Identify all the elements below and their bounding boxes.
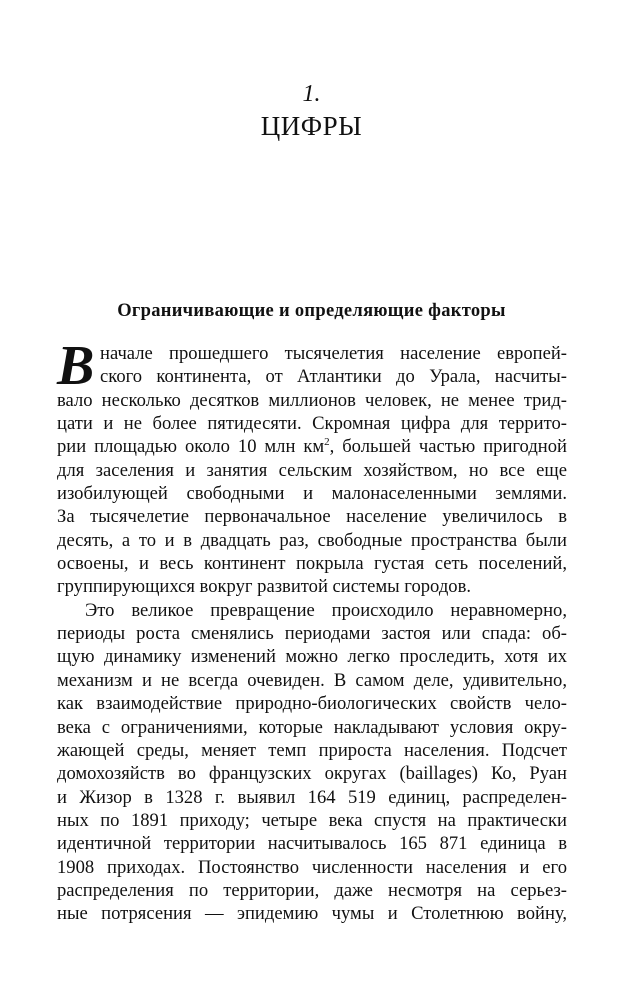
paragraph: [57, 335, 567, 599]
text-line: цати и не более пятидесяти. Скромная цифра для террито-: [57, 413, 567, 435]
section-heading: Ограничивающие и определяющие факторы: [117, 301, 506, 321]
body-text: [57, 335, 567, 926]
text-line: вало несколько десятков миллионов человек, не менее трид-: [57, 389, 567, 411]
text-line: периоды роста сменялись периодами застоя или спада: об-: [57, 623, 567, 645]
text-line: 1908 приходах. Постоянство численности населения и его: [57, 856, 567, 878]
text-line: ные потрясения — эпидемию чумы и Столетнюю войну,: [57, 903, 567, 925]
text-line: как взаимодействие природно-биологических свойств чело-: [57, 693, 567, 715]
text-line: века с ограничениями, которые накладывают условия окру-: [57, 716, 567, 738]
text-line: группирующихся вокруг развитой системы городов.: [57, 576, 472, 598]
text-line: освоены, и весь континент покрыла густая сеть поселений,: [57, 553, 567, 575]
text-line: ского континента, от Атлантики до Урала, насчиты-: [100, 366, 567, 388]
text-line: Это великое превращение происходило неравномерно,: [85, 599, 567, 621]
text-line: идентичной территории насчитывалось 165 871 единица в: [57, 833, 567, 855]
text-line: механизм и не всегда очевиден. В самом деле, удивительно,: [57, 669, 567, 691]
text-fragment: рии площадью около 10 млн км: [57, 436, 325, 458]
text-fragment: , большей частью пригодной: [329, 436, 567, 458]
text-line: жающей среды, меняет темп прироста населения. Подсчет: [57, 739, 567, 761]
text-line: и Жизор в 1328 г. выявил 164 519 единиц, распределен-: [57, 786, 567, 808]
text-fragment: для: [57, 459, 96, 481]
text-line: [57, 459, 567, 482]
text-line: изобилующей свободными и малонаселенными землями.: [57, 483, 567, 505]
superscript: 2: [324, 436, 330, 449]
drop-cap: В: [57, 335, 95, 397]
text-line: распределения по территории, даже несмотря на серьез-: [57, 879, 567, 901]
text-line: [57, 435, 567, 458]
chapter-title: ЦИФРЫ: [260, 111, 363, 141]
text-line: ных по 1891 приходу; четыре века спустя на практически: [57, 809, 567, 831]
text-line: щую динамику изменений можно легко проследить, хотя их: [57, 646, 567, 668]
text-line: десять, а то и в двадцать раз, свободные пространства были: [57, 529, 567, 551]
text-fragment: заселения и занятия сельским хозяйством, но все еще: [95, 459, 567, 481]
text-line: домохозяйств во французских округах (baillages) Ко, Руан: [57, 763, 567, 785]
paragraph: [57, 599, 567, 926]
chapter-number: 1.: [302, 81, 321, 107]
text-line: За тысячелетие первоначальное население увеличилось в: [57, 506, 567, 528]
text-line: начале прошедшего тысячелетия население европей-: [100, 343, 567, 364]
